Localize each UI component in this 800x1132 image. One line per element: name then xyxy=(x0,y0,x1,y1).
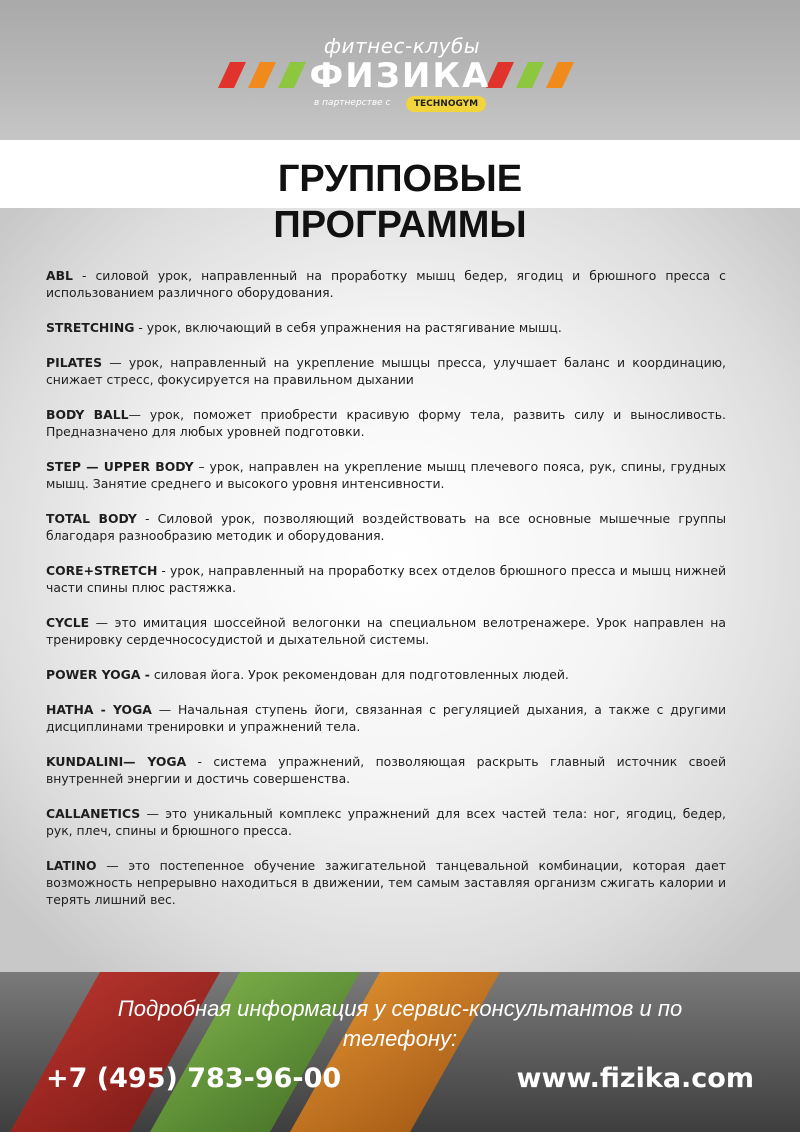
title-line-1: ГРУППОВЫЕ xyxy=(277,158,523,200)
program-name: HATHA - YOGA xyxy=(46,702,152,717)
partner-logo: TECHNOGYM xyxy=(406,96,486,112)
logo-stripes-left xyxy=(218,62,308,88)
page-title xyxy=(0,156,800,248)
program-item xyxy=(46,701,726,735)
program-name: STEP — UPPER BODY xyxy=(46,459,194,474)
program-name: POWER YOGA - xyxy=(46,667,150,682)
program-item xyxy=(46,354,726,388)
program-description: — урок, поможет приобрести красивую форму тела, развить силу и выносливость. Предназначено для любых уровней подготовки. xyxy=(46,407,726,439)
program-description: — это уникальный комплекс упражнений для всех частей тела: ног, ягодиц, бедер, рук, плеч, спины и брюшного пресса. xyxy=(46,806,726,838)
program-item xyxy=(46,753,726,787)
program-description: - урок, включающий в себя упражнения на растягивание мышц. xyxy=(134,320,562,335)
phone-number[interactable]: +7 (495) 783-96-00 xyxy=(46,1063,342,1094)
program-item xyxy=(46,562,726,596)
logo-subtitle: фитнес-клубы xyxy=(323,34,481,58)
program-description: — это имитация шоссейной велогонки на специальном велотренажере. Урок направлен на тренировку сердечнососудистой и дыхательной системы. xyxy=(46,615,726,647)
partner-text: в партнерстве с xyxy=(314,98,391,108)
program-name: BODY BALL xyxy=(46,407,129,422)
program-item xyxy=(46,666,726,683)
contact-info-text xyxy=(60,994,740,1054)
program-description: – урок, направлен на укрепление мышц плечевого пояса, рук, спины, грудных мышц. Занятие среднего и высокого уровня интенсивности. xyxy=(46,459,726,491)
program-description: — урок, направленный на укрепление мышцы пресса, улучшает баланс и координацию, снижает стресс, фокусируется на правильном дыхании xyxy=(46,355,726,387)
program-item xyxy=(46,319,726,336)
program-description: - система упражнений, позволяющая раскрыть главный источник своей внутренней энергии и достичь совершенства. xyxy=(46,754,726,786)
program-name: PILATES xyxy=(46,355,103,370)
program-name: TOTAL BODY xyxy=(46,511,137,526)
program-item xyxy=(46,857,726,908)
program-item xyxy=(46,267,726,301)
program-name: KUNDALINI— YOGA xyxy=(46,754,187,769)
program-description: - силовой урок, направленный на проработку мышц бедер, ягодиц и брюшного пресса с использованием различного оборудования. xyxy=(46,268,726,300)
program-item xyxy=(46,614,726,648)
program-name: CYCLE xyxy=(46,615,90,630)
program-description: — Начальная ступень йоги, связанная с регуляцией дыхания, а также с другими дисциплинами тренировки и упражнений тела. xyxy=(46,702,726,734)
logo-brand-name: ФИЗИКА xyxy=(309,56,491,96)
program-description: - урок, направленный на проработку всех отделов брюшного пресса и мышц нижней части спины плюс растяжка. xyxy=(46,563,726,595)
program-item xyxy=(46,805,726,839)
program-list xyxy=(46,267,726,926)
program-item xyxy=(46,406,726,440)
program-name: ABL xyxy=(46,268,73,283)
program-name: CORE+STRETCH xyxy=(46,563,158,578)
program-name: STRETCHING xyxy=(46,320,135,335)
program-description: - Силовой урок, позволяющий воздействовать на все основные мышечные группы благодаря разнообразию методик и оборудования. xyxy=(46,511,727,543)
program-description: силовая йога. Урок рекомендован для подготовленных людей. xyxy=(149,667,569,682)
contact-info-line-2: телефону: xyxy=(342,1026,458,1051)
program-name: CALLANETICS xyxy=(46,806,141,821)
program-description: — это постепенное обучение зажигательной танцевальной комбинации, которая дает возможность непрерывно находиться в движении, тем самым заставляя организм сжигать калории и терять лишний вес. xyxy=(46,858,726,907)
contact-info-line-1: Подробная информация у сервис-консультантов и по xyxy=(117,996,683,1021)
program-item xyxy=(46,458,726,492)
website-link[interactable]: www.fizika.com xyxy=(516,1063,754,1094)
program-name: LATINO xyxy=(46,858,97,873)
title-line-2: ПРОГРАММЫ xyxy=(273,204,527,246)
logo-stripes-right xyxy=(486,62,582,88)
program-item xyxy=(46,510,726,544)
